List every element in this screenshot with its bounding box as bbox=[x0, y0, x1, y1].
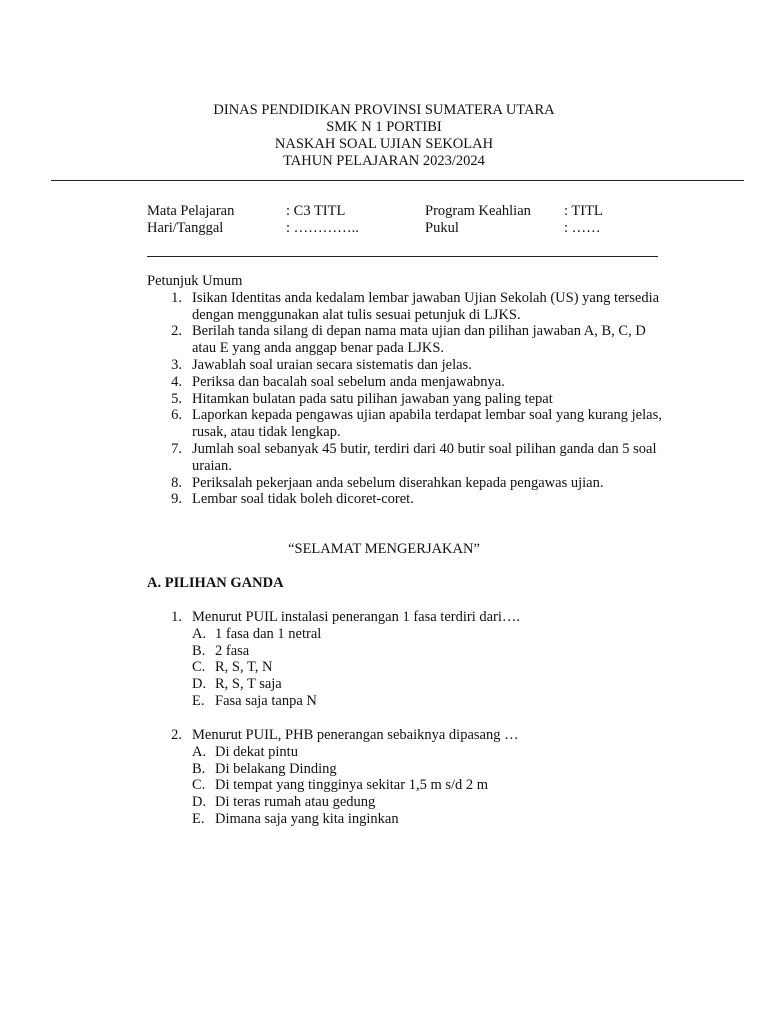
exam-info-row bbox=[147, 220, 667, 237]
info-divider bbox=[147, 256, 658, 257]
instruction-text: Lembar soal tidak boleh dicoret-coret. bbox=[192, 491, 414, 508]
date-label: Hari/Tanggal bbox=[147, 220, 224, 236]
option-text: Dimana saja yang kita inginkan bbox=[215, 810, 399, 827]
question-stem bbox=[147, 727, 667, 744]
answer-option bbox=[147, 693, 667, 710]
instruction-number: 6. bbox=[171, 407, 182, 424]
option-letter: A. bbox=[192, 743, 207, 760]
question-number: 2. bbox=[171, 727, 182, 743]
instruction-item bbox=[147, 323, 667, 357]
header-agency: DINAS PENDIDIKAN PROVINSI SUMATERA UTARA bbox=[213, 102, 555, 118]
instruction-text: Jawablah soal uraian secara sistematis dan jelas. bbox=[192, 356, 472, 373]
answer-options bbox=[147, 626, 667, 710]
answer-option bbox=[147, 626, 667, 643]
answer-option bbox=[147, 643, 667, 660]
question-text: Menurut PUIL instalasi penerangan 1 fasa terdiri dari…. bbox=[192, 609, 521, 625]
option-text: Di tempat yang tingginya sekitar 1,5 m s/d 2 m bbox=[215, 777, 489, 794]
section-title: A. PILIHAN GANDA bbox=[147, 575, 284, 591]
question-stem bbox=[147, 609, 667, 626]
question-2 bbox=[147, 727, 667, 828]
answer-option bbox=[147, 659, 667, 676]
option-letter: E. bbox=[192, 692, 205, 709]
option-letter: E. bbox=[192, 810, 205, 827]
instruction-item bbox=[147, 290, 667, 324]
option-letter: C. bbox=[192, 777, 206, 794]
option-letter: B. bbox=[192, 760, 206, 777]
instruction-item bbox=[147, 441, 667, 475]
instruction-item bbox=[147, 374, 667, 391]
instruction-item bbox=[147, 407, 667, 441]
program-label: Program Keahlian bbox=[425, 203, 531, 219]
subject-label: Mata Pelajaran bbox=[147, 203, 235, 219]
header-doc-title: NASKAH SOAL UJIAN SEKOLAH bbox=[274, 136, 494, 152]
instruction-number: 4. bbox=[171, 373, 182, 390]
instruction-number: 2. bbox=[171, 323, 182, 340]
question-number: 1. bbox=[171, 609, 182, 625]
time-label: Pukul bbox=[425, 220, 459, 236]
exam-info-row bbox=[147, 203, 667, 220]
answer-options bbox=[147, 744, 667, 828]
instruction-text: Hitamkan bulatan pada satu pilihan jawaban yang paling tepat bbox=[192, 390, 553, 407]
general-instructions bbox=[147, 273, 667, 508]
option-letter: D. bbox=[192, 794, 207, 811]
answer-option bbox=[147, 676, 667, 693]
exam-info bbox=[147, 203, 667, 237]
option-text: Fasa saja tanpa N bbox=[215, 692, 317, 709]
instruction-text: Jumlah soal sebanyak 45 butir, terdiri dari 40 butir soal pilihan ganda dan 5 soal uraian. bbox=[192, 440, 657, 474]
answer-option bbox=[147, 777, 667, 794]
option-text: Di dekat pintu bbox=[215, 743, 298, 760]
time-value: : …… bbox=[564, 220, 601, 236]
answer-option bbox=[147, 761, 667, 778]
option-text: 1 fasa dan 1 netral bbox=[215, 625, 322, 642]
instruction-number: 5. bbox=[171, 390, 182, 407]
answer-option bbox=[147, 794, 667, 811]
option-text: R, S, T, N bbox=[215, 659, 273, 676]
instruction-number: 9. bbox=[171, 491, 182, 508]
header-academic-year: TAHUN PELAJARAN 2023/2024 bbox=[283, 153, 485, 169]
answer-option bbox=[147, 811, 667, 828]
instruction-text: Berilah tanda silang di depan nama mata ujian dan pilihan jawaban A, B, C, D atau E yang anda anggap benar pada LJKS. bbox=[192, 323, 646, 357]
document-header bbox=[0, 102, 768, 170]
instructions-title: Petunjuk Umum bbox=[147, 273, 243, 289]
header-divider bbox=[51, 180, 744, 181]
instruction-item bbox=[147, 391, 667, 408]
instruction-text: Periksalah pekerjaan anda sebelum diserahkan kepada pengawas ujian. bbox=[192, 474, 604, 491]
option-letter: A. bbox=[192, 625, 207, 642]
option-text: 2 fasa bbox=[215, 642, 250, 659]
option-letter: B. bbox=[192, 642, 206, 659]
instruction-text: Periksa dan bacalah soal sebelum anda menjawabnya. bbox=[192, 373, 505, 390]
answer-option bbox=[147, 744, 667, 761]
instruction-item bbox=[147, 475, 667, 492]
instruction-text: Isikan Identitas anda kedalam lembar jawaban Ujian Sekolah (US) yang tersedia dengan menggunakan alat tulis sesuai petunjuk di LJKS. bbox=[192, 289, 660, 323]
option-text: Di belakang Dinding bbox=[215, 760, 337, 777]
instruction-item bbox=[147, 491, 667, 508]
instruction-number: 1. bbox=[171, 289, 182, 306]
instruction-number: 8. bbox=[171, 474, 182, 491]
question-text: Menurut PUIL, PHB penerangan sebaiknya dipasang … bbox=[192, 727, 519, 743]
option-letter: D. bbox=[192, 676, 207, 693]
option-text: R, S, T saja bbox=[215, 676, 282, 693]
instructions-list bbox=[147, 290, 667, 508]
instruction-text: Laporkan kepada pengawas ujian apabila terdapat lembar soal yang kurang jelas, rusak, atau tidak lengkap. bbox=[192, 407, 662, 441]
instruction-number: 3. bbox=[171, 356, 182, 373]
instruction-number: 7. bbox=[171, 440, 182, 457]
question-1 bbox=[147, 609, 667, 710]
program-value: : TITL bbox=[564, 203, 603, 219]
date-value: : ………….. bbox=[286, 220, 359, 236]
subject-value: : C3 TITL bbox=[286, 203, 346, 219]
option-text: Di teras rumah atau gedung bbox=[215, 794, 376, 811]
instruction-item bbox=[147, 357, 667, 374]
header-school: SMK N 1 PORTIBI bbox=[326, 119, 442, 135]
greeting-text: “SELAMAT MENGERJAKAN” bbox=[288, 541, 480, 557]
option-letter: C. bbox=[192, 659, 206, 676]
